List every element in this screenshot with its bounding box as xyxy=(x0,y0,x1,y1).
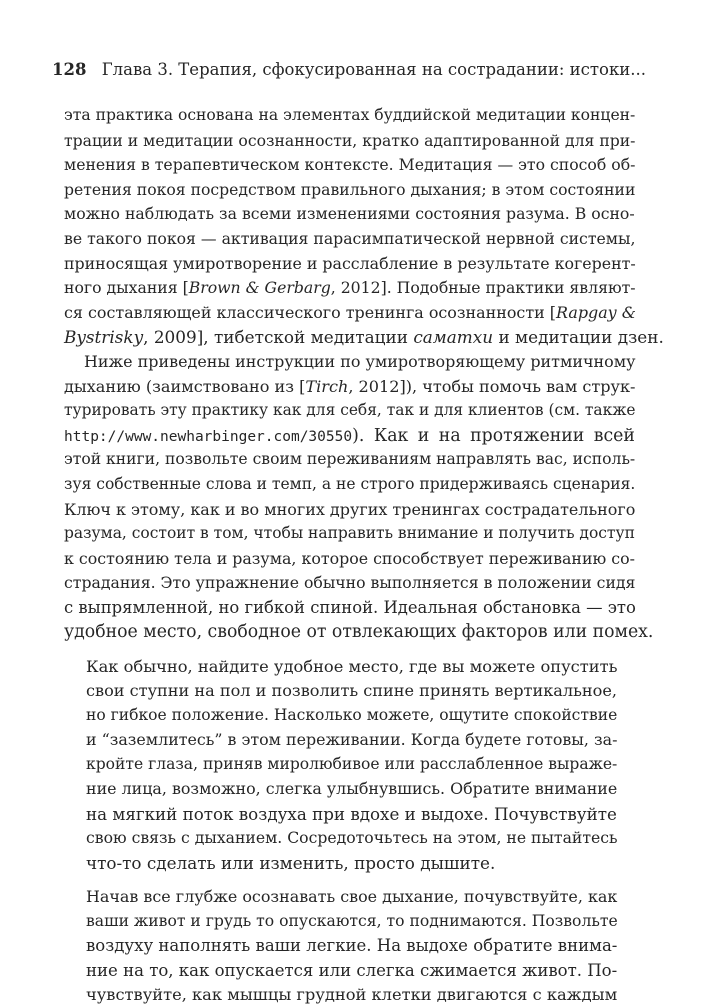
text-line: можно наблюдать за всеми изменениями состояния разума. В осно- xyxy=(64,204,635,223)
page-number: 128 xyxy=(52,60,87,79)
text-run: и медитации дзен. xyxy=(493,327,664,347)
text-line: приносящая умиротворение и расслабление в результате когерент- xyxy=(64,254,636,273)
exercise-line: что-то сделать или изменить, просто дышите. xyxy=(86,853,496,873)
chapter-title: Глава 3. Терапия, сфокусированная на сострадании: истоки... xyxy=(101,60,646,79)
exercise-line: кройте глаза, приняв миролюбивое или расслабленное выраже- xyxy=(86,755,618,773)
exercise-line: ние лица, возможно, слегка улыбнувшись. Обратите внимание xyxy=(86,779,618,798)
text-line: разума, состоит в том, чтобы направить внимание и получить доступ xyxy=(64,524,635,542)
text-line: эта практика основана на элементах буддийской медитации концен- xyxy=(64,106,636,124)
exercise-line: Как обычно, найдите удобное место, где вы можете опустить xyxy=(86,657,618,676)
citation-author: Tirch xyxy=(305,377,349,396)
exercise-line: воздуху наполнять ваши легкие. На выдохе обратите внима- xyxy=(86,936,618,955)
citation-author: Brown & Gerbarg xyxy=(188,278,331,297)
text-line: трации и медитации осознанности, кратко адаптированной для при- xyxy=(64,131,636,150)
text-line: менения в терапевтическом контексте. Медитация — это способ об- xyxy=(64,155,636,174)
text-line: Ниже приведены инструкции по умиротворяющему ритмичному xyxy=(84,352,636,371)
text-line: с выпрямленной, но гибкой спиной. Идеальная обстановка — это xyxy=(64,598,636,617)
text-line xyxy=(64,379,635,395)
resource-link[interactable]: http://www.newharbinger.com/30550 xyxy=(64,429,353,445)
text-line: ретения покоя посредством правильного дыхания; в этом состоянии xyxy=(64,180,636,199)
exercise-line: Начав все глубже осознавать свое дыхание, почувствуйте, как xyxy=(86,887,618,906)
text-line xyxy=(64,428,635,445)
exercise-line: и “заземлитесь” в этом переживании. Когда будете готовы, за- xyxy=(86,730,618,749)
exercise-line: на мягкий поток воздуха при вдохе и выдохе. Почувствуйте xyxy=(86,804,617,824)
exercise-line: ние на то, как опускается или слегка сжимается живот. По- xyxy=(86,961,618,980)
text-line: удобное место, свободное от отвлекающих факторов или помех. xyxy=(64,622,654,642)
exercise-line: но гибкое положение. Насколько можете, ощутите спокойствие xyxy=(86,706,618,724)
text-line xyxy=(64,329,664,346)
text-run: дыханию (заимствовано из [ xyxy=(64,377,306,396)
citation-author: Rapgay & xyxy=(556,303,636,322)
text-run: ного дыхания [ xyxy=(64,278,189,297)
text-line xyxy=(64,280,636,296)
text-line: зуя собственные слова и темп, а не строго придерживаясь сценария. xyxy=(64,475,636,493)
exercise-line: свои ступни на пол и позволить спине принять вертикальное, xyxy=(86,681,617,700)
running-header xyxy=(52,62,646,79)
text-run: , 2012]), чтобы помочь вам струк- xyxy=(348,377,636,396)
text-line xyxy=(64,305,636,321)
text-line: к состоянию тела и разума, которое способствует переживанию со- xyxy=(64,549,635,568)
text-line: турировать эту практику как для себя, так и для клиентов (см. также xyxy=(64,401,636,419)
emphasized-term: саматхи xyxy=(413,327,494,347)
text-run: ся составляющей классического тренинга осознанности [ xyxy=(64,303,556,322)
citation-author: Bystrisky xyxy=(64,327,144,347)
exercise-line: ваши живот и грудь то опускаются, то поднимаются. Позвольте xyxy=(86,912,618,930)
text-line: ве такого покоя — активация парасимпатической нервной системы, xyxy=(64,229,636,248)
exercise-line: чувствуйте, как мышцы грудной клетки двигаются с каждым xyxy=(86,985,618,1004)
text-run: , 2009], тибетской медитации xyxy=(143,327,414,347)
text-run: , 2012]. Подобные практики являют- xyxy=(330,278,636,297)
text-run: ). Как и на протяжении всей xyxy=(352,426,635,446)
text-line: этой книги, позвольте своим переживаниям направлять вас, исполь- xyxy=(64,450,636,468)
exercise-line: свою связь с дыханием. Сосредоточьтесь на этом, не пытайтесь xyxy=(86,828,618,847)
text-line: Ключ к этому, как и во многих других тренингах сострадательного xyxy=(64,500,636,519)
text-line: страдания. Это упражнение обычно выполняется в положении сидя xyxy=(64,573,636,592)
